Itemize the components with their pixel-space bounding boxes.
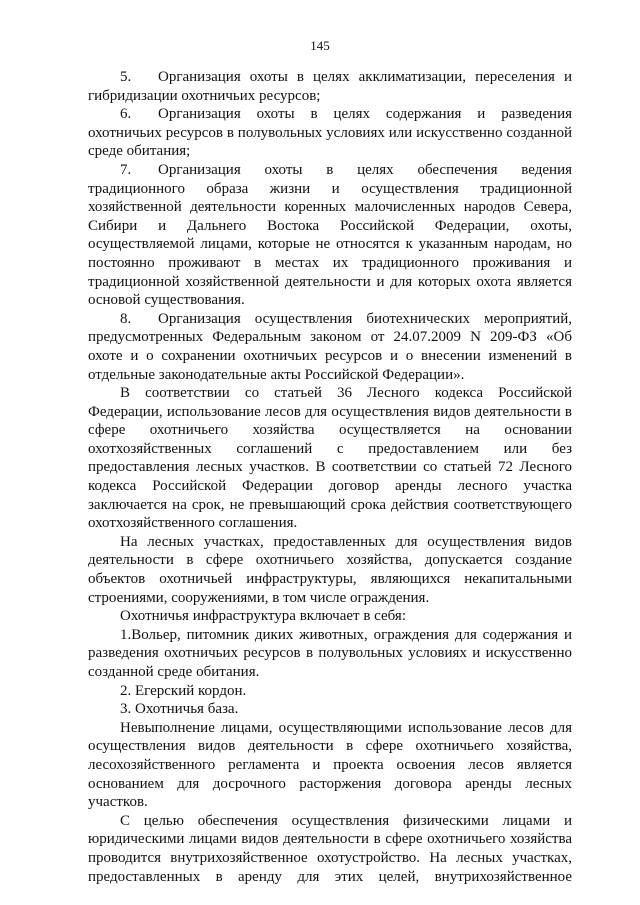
paragraph [88,533,572,607]
list-number: 7. [120,161,132,178]
text-line: 1.Вольер, питомник диких животных, ограждения для содержания и [120,626,572,643]
text-line: кодекса Российской Федерации договор аренды лесного участка [88,478,572,495]
text-line: предусмотренных Федеральным законом от 24.07.2009 N 209-ФЗ «Об [88,329,572,346]
paragraph [88,700,572,719]
text-line: На лесных участках, предоставленных для осуществления видов [120,533,572,550]
text-line: основой существования. [88,292,245,309]
line-text: Организация охоты в целях содержания и разведения [158,106,572,123]
list-number: 8. [120,310,132,327]
text-line: хозяйственной деятельности коренных малочисленных народов Севера, [88,199,572,216]
line-text: Организация охоты в целях акклиматизации, переселения и [158,69,572,85]
paragraph [88,682,572,701]
numbered-item [88,105,572,161]
numbered-item [88,68,572,105]
text-line: гибридизации охотничьих ресурсов; [88,87,321,104]
text-line: осуществляемой лицами, которые не относятся к указанным народам, но [88,236,572,253]
text-line: объектов охотничьей инфраструктуры, являющихся некапитальными [88,571,572,588]
text-line: Сибири и Дальнего Востока Российской Федерации, охоты, [88,217,572,234]
text-line: постоянно проживают в местах их традиционного проживания и [88,254,572,271]
paragraph [88,607,572,626]
text-line: среде обитания; [88,143,191,160]
numbered-item [88,310,572,384]
line-text: Организация осуществления биотехнических мероприятий, [158,310,572,327]
text-line [88,310,572,329]
text-line: деятельности в сфере охотничьего хозяйства, допускается создание [88,552,572,569]
text-line: юридическими лицами видов деятельности в сфере охотничьего хозяйства [88,831,572,848]
text-line: созданной среде обитания. [88,664,260,680]
text-line [88,105,572,124]
text-line: отдельные законодательные акты Российской Федерации». [88,366,465,383]
text-line: предоставленных в аренду для этих целей, внутрихозяйственное [88,868,572,885]
paragraph [88,719,572,812]
text-line: В соответствии со статьей 36 Лесного кодекса Российской [120,385,572,402]
text-line: проводится внутрихозяйственное охотустройство. На лесных участках, [88,849,572,866]
text-line: Невыполнение лицами, осуществляющими использование лесов для [120,719,572,736]
text-line: охоте и о сохранении охотничьих ресурсов и о внесении изменений в [88,347,572,364]
paragraph [88,812,572,886]
text-line: охотхозяйственных соглашений с предоставлением или без [88,440,572,457]
line-text: Организация охоты в целях обеспечения ведения [158,161,572,178]
document-body [88,68,572,886]
text-line: сфере охотничьего хозяйства осуществляется на основании [88,422,572,439]
text-line: предоставления лесных участков. В соответствии со статьей 72 Лесного [88,459,572,476]
text-line: охотничьих ресурсов в полувольных условиях или искусственно созданной [88,124,572,141]
text-line: Охотничья инфраструктура включает в себя: [120,608,407,625]
text-line: 3. Охотничья база. [120,701,239,718]
text-line: Федерации, использование лесов для осуществления видов деятельности в [88,403,572,420]
text-line [88,68,572,87]
text-line [88,161,572,180]
text-line: основанием для досрочного расторжения договора аренды лесных [88,775,572,792]
numbered-item [88,161,572,310]
text-line: традиционного образа жизни и осуществления традиционной [88,180,572,197]
text-line: лесохозяйственного регламента и проекта освоения лесов является [88,756,572,773]
text-line: заключается на срок, не превышающий срока действия соответствующего [88,496,572,513]
text-line: строениями, сооружениями, в том числе ограждения. [88,589,430,606]
text-line: традиционной хозяйственной деятельности и для которых охота является [88,273,572,290]
list-number: 6. [120,106,132,123]
text-line: осуществления видов деятельности в сфере охотничьего хозяйства, [88,738,572,755]
paragraph [88,384,572,533]
text-line: разведения охотничьих ресурсов в полувольных условиях и искусственно [88,645,572,662]
paragraph [88,626,572,682]
list-number: 5. [120,69,132,85]
text-line: участков. [88,794,148,811]
text-line: С целью обеспечения осуществления физическими лицами и [120,812,572,829]
text-line: охотхозяйственного соглашения. [88,515,298,532]
page-number: 145 [310,38,330,53]
text-line: 2. Егерский кордон. [120,682,247,699]
